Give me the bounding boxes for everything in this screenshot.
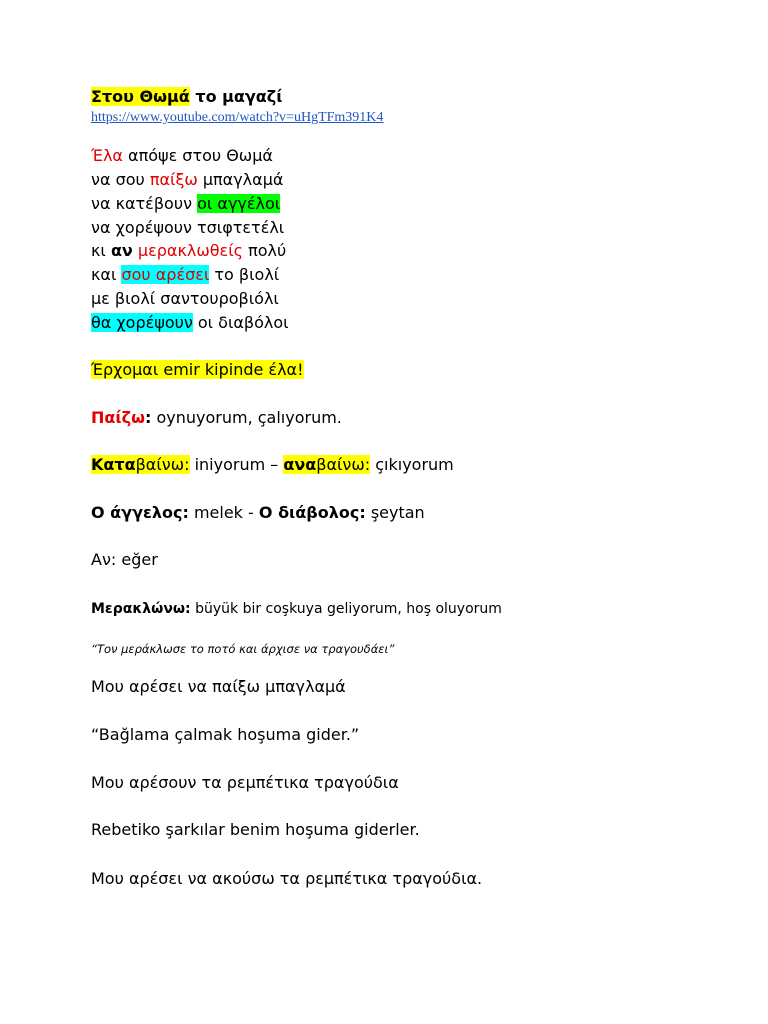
term-paizo: Παίζω [91,408,145,427]
lyric-word-paixo: παίξω [149,170,198,189]
definition-katavaino: iniyorum – [189,455,284,474]
lyric-word-an: αν [110,241,133,260]
page-title [91,89,282,105]
lyric-line-4 [91,220,284,236]
sentence-text: Rebetiko şarkılar benim hoşuma giderler. [91,820,420,839]
term-root: βαίνω: [316,455,371,474]
lyric-text: πολύ [243,241,287,260]
title-highlight: Στου Θωμά [91,87,190,106]
lyric-text: οι διαβόλοι [192,313,289,332]
sentence-text: Μου αρέσει να παίξω μπαγλαμά [91,677,346,696]
lyric-line-2 [91,172,283,188]
term-katavaino [91,455,190,474]
sentence-2 [91,727,359,743]
lyric-line-3 [91,196,280,212]
sentence-3 [91,775,399,791]
note-paizo [91,410,342,426]
title-rest: το μαγαζί [189,87,283,106]
term-colon: : [144,408,152,427]
note-an-text: Αν: eğer [91,550,158,569]
term-meraklono: Μερακλώνω: [91,601,191,617]
lyric-line-8 [91,315,289,331]
lyric-text: μπαγλαμά [197,170,284,189]
lyric-line-1 [91,148,273,164]
sentence-text: Μου αρέσουν τα ρεμπέτικα τραγούδια [91,773,399,792]
term-angelos: Ο άγγελος: [91,503,189,522]
term-prefix-ana: ανα [283,455,317,474]
lyric-text: να χορέψουν τσιφτετέλι [91,218,285,237]
lyric-word-ela: Έλα [91,146,123,165]
lyric-text: απόψε στου Θωμά [122,146,273,165]
note-erchomai [91,362,304,378]
lyric-text: με βιολί σαντουροβιόλι [91,289,279,308]
sentence-1 [91,679,346,695]
sentence-text: “Bağlama çalmak hoşuma gider.” [91,725,360,744]
lyric-line-6 [91,267,279,283]
sentence-5 [91,871,482,887]
lyric-text: κι [91,241,111,260]
lyric-line-5 [91,243,286,259]
definition-meraklono: büyük bir coşkuya geliyorum, hoş oluyorum [190,601,502,617]
term-diavolos: Ο διάβολος: [258,503,366,522]
lyric-word-meraklotheis: μερακλωθείς [137,241,243,260]
term-prefix-kata: Κατα [91,455,136,474]
lyric-text: να σου [91,170,150,189]
sentence-4 [91,822,420,838]
term-anavaino [283,455,370,474]
lyric-text: και [91,265,122,284]
lyric-highlight-sou-aresei: σου αρέσει [121,265,210,284]
definition-anavaino: çıkıyorum [370,455,454,474]
note-meraklono [91,602,502,616]
note-erchomai-text: Έρχομαι emir kipinde έλα! [91,360,304,379]
definition-angelos: melek - [188,503,259,522]
lyric-line-7 [91,291,279,307]
note-angelos-diavolos [91,505,425,521]
note-an [91,552,158,568]
lyric-text: να κατέβουν [91,194,198,213]
definition-paizo: oynuyorum, çalıyorum. [151,408,342,427]
term-root: βαίνω: [135,455,190,474]
example-quote [91,644,394,656]
youtube-link[interactable]: https://www.youtube.com/watch?v=uHgTFm391K4 [91,110,384,125]
sentence-text: Μου αρέσει να ακούσω τα ρεμπέτικα τραγούδια. [91,869,483,888]
example-quote-text: “Τον μεράκλωσε το ποτό και άρχισε να τραγουδάει” [91,642,395,656]
definition-diavolos: şeytan [365,503,425,522]
lyric-highlight-tha-chorepsoun: θα χορέψουν [91,313,193,332]
note-katavaino-anavaino [91,457,454,473]
lyric-highlight-angeloi: οι αγγέλοι [197,194,281,213]
lyric-text: το βιολί [209,265,280,284]
